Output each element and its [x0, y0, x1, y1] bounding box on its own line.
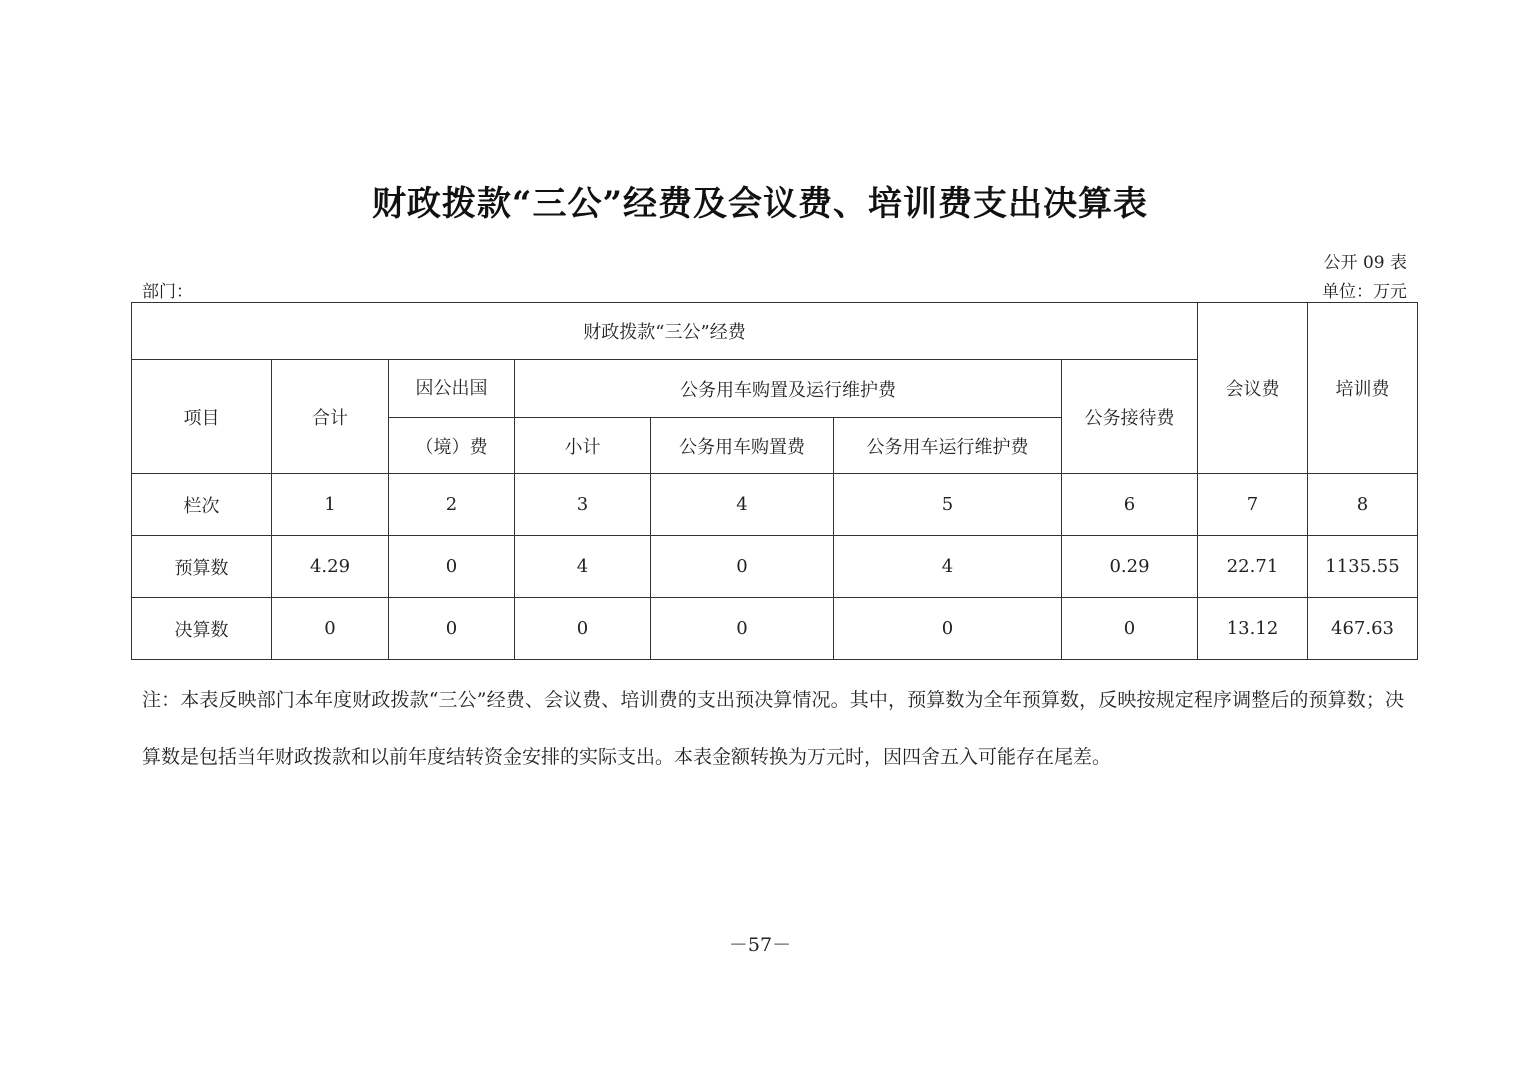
cell: 4: [515, 536, 651, 598]
cell: 1135.55: [1308, 536, 1418, 598]
cell: 0: [1062, 598, 1198, 660]
header-vehicle-operation: 公务用车运行维护费: [834, 418, 1062, 474]
header-item: 项目: [132, 360, 272, 474]
cell: 0: [651, 598, 834, 660]
form-number: 公开 09 表: [1323, 253, 1407, 273]
cell: 467.63: [1308, 598, 1418, 660]
header-training: 培训费: [1308, 303, 1418, 474]
cell: 13.12: [1198, 598, 1308, 660]
header-vehicle-group: 公务用车购置及运行维护费: [515, 360, 1062, 418]
row-label: 栏次: [132, 474, 272, 536]
table-note: 注：本表反映部门本年度财政拨款“三公”经费、会议费、培训费的支出预决算情况。其中，预算数为全年预算数，反映按规定程序调整后的预算数；决算数是包括当年财政拨款和以前年度结转资金安排的实际支出。本表金额转换为万元时，因四舍五入可能存在尾差。: [142, 689, 1404, 768]
department-label: 部门：: [142, 282, 193, 302]
cell: 0: [651, 536, 834, 598]
cell: 1: [272, 474, 389, 536]
group-header-three-public: 财政拨款“三公”经费: [132, 303, 1198, 360]
cell: 0: [834, 598, 1062, 660]
expenditure-table: [131, 302, 1418, 660]
document-title: 财政拨款“三公”经费及会议费、培训费支出决算表: [371, 184, 1149, 224]
header-abroad-line1: 因公出国: [389, 360, 515, 418]
cell: 4.29: [272, 536, 389, 598]
table-row-budget: [132, 536, 1418, 598]
header-total: 合计: [272, 360, 389, 474]
cell: 0: [515, 598, 651, 660]
cell: 0.29: [1062, 536, 1198, 598]
cell: 4: [834, 536, 1062, 598]
row-label: 决算数: [132, 598, 272, 660]
cell: 2: [389, 474, 515, 536]
unit-label: 单位：万元: [1322, 282, 1407, 302]
cell: 0: [272, 598, 389, 660]
cell: 7: [1198, 474, 1308, 536]
cell: 6: [1062, 474, 1198, 536]
table-row-column-index: [132, 474, 1418, 536]
cell: 0: [389, 598, 515, 660]
header-abroad-line2: （境）费: [389, 418, 515, 474]
header-meeting: 会议费: [1198, 303, 1308, 474]
cell: 22.71: [1198, 536, 1308, 598]
cell: 3: [515, 474, 651, 536]
table-row-final-accounts: [132, 598, 1418, 660]
cell: 4: [651, 474, 834, 536]
page-number: －57－: [728, 934, 792, 956]
cell: 0: [389, 536, 515, 598]
header-vehicle-subtotal: 小计: [515, 418, 651, 474]
cell: 8: [1308, 474, 1418, 536]
header-vehicle-purchase: 公务用车购置费: [651, 418, 834, 474]
row-label: 预算数: [132, 536, 272, 598]
cell: 5: [834, 474, 1062, 536]
header-reception: 公务接待费: [1062, 360, 1198, 474]
